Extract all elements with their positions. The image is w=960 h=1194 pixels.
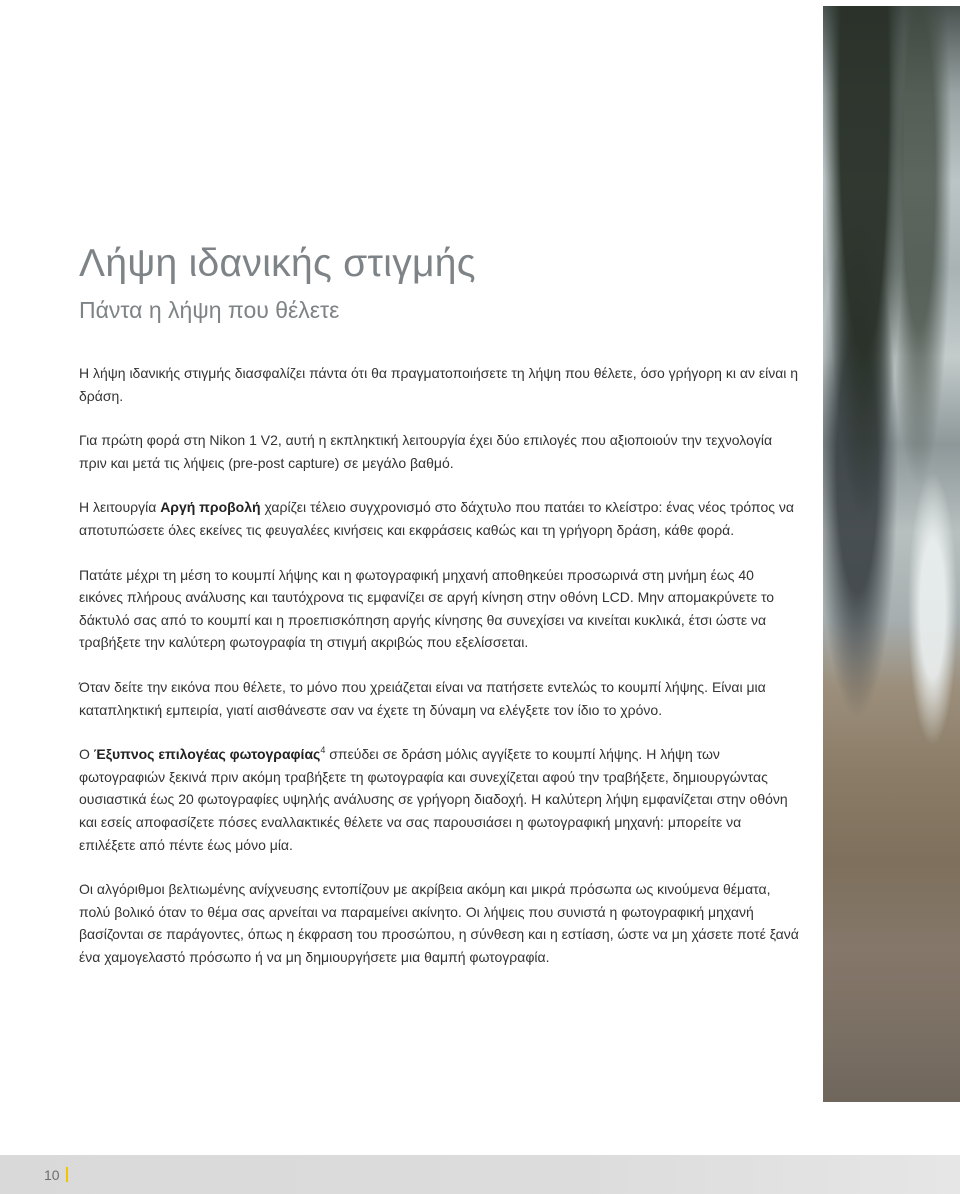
footer-bar xyxy=(0,1155,960,1194)
paragraph-smart-selector xyxy=(79,743,799,856)
page-subtitle: Πάντα η λήψη που θέλετε xyxy=(79,297,340,323)
page-number: 10 xyxy=(44,1167,60,1183)
slow-view-term: Αργή προβολή xyxy=(160,499,261,516)
paragraph-smart-selector-lead: Ο xyxy=(79,746,94,763)
paragraph-half-press: Πατάτε μέχρι τη μέση το κουμπί λήψης και η φωτογραφική μηχανή αποθηκεύει προσωρινά στη μνήμη έως 40 εικόνες πλήρους ανάλυσης και ταυτόχρονα τις εμφανίζει σε αργή κίνηση στην οθόνη LCD. Μην απομακρύνετε το δάκτυλό σας από το κουμπί και η προεπισκόπηση αργής κίνησης θα συνεχίσει να κινείται κυκλικά, έτσι ώστε να τραβήξετε την καλύτερη φωτογραφία τη στιγμή ακριβώς που εξελίσσεται. xyxy=(79,566,775,651)
smart-selector-term: Έξυπνος επιλογέας φωτογραφίας xyxy=(93,746,321,763)
article xyxy=(79,238,799,968)
page-number-accent xyxy=(66,1167,68,1182)
paragraph-slow-view-text: χαρίζει τέλειο συγχρονισμό στο δάχτυλο που πατάει το κλείστρο: ένας νέος τρόπος να αποτυπώσετε όλες εκείνες τις φευγαλέες κινήσεις και εκφράσεις καθώς και τη γρήγορη δράση, κάθε φορά. xyxy=(79,499,794,538)
footnote-marker: 4 xyxy=(320,745,326,756)
paragraph-slow-view xyxy=(79,496,799,541)
page-title: Λήψη ιδανικής στιγμής xyxy=(79,242,476,285)
paragraph-smart-selector-text: σπεύδει σε δράση μόλις αγγίξετε το κουμπί λήψης. Η λήψη των φωτογραφιών ξεκινά πριν ακόμη τραβήξετε τη φωτογραφία και συνεχίζεται αφού την τραβήξετε, δημιουργώντας ουσιαστικά έως 20 φωτογραφίες υψηλής ανάλυσης σε γρήγορη διαδοχή. Η καλύτερη λήψη εμφανίζεται στην οθόνη και εσείς αποφασίζετε πόσες εναλλακτικές θέλετε να σας παρουσιάσει η φωτογραφική μηχανή: μπορείτε να επιλέξετε από πέντε έως μόνο μία. xyxy=(79,746,788,853)
paragraph-slow-view-lead: Η λειτουργία xyxy=(79,499,161,516)
paragraph-full-press: Όταν δείτε την εικόνα που θέλετε, το μόνο που χρειάζεται είναι να πατήσετε εντελώς το κουμπί λήψης. Είναι μια καταπληκτική εμπειρία, γιατί αισθάνεστε σαν να έχετε τη δύναμη να ελέγξετε τον ίδιο το χρόνο. xyxy=(79,678,766,718)
paragraph-nikon-v2: Για πρώτη φορά στη Nikon 1 V2, αυτή η εκπληκτική λειτουργία έχει δύο επιλογές που αξιοποιούν την τεχνολογία πριν και μετά τις λήψεις (pre-post capture) σε μεγάλο βαθμό. xyxy=(79,432,773,471)
decorative-photo xyxy=(823,6,960,1102)
paragraph-face-detection: Οι αλγόριθμοι βελτιωμένης ανίχνευσης εντοπίζουν με ακρίβεια ακόμη και μικρά πρόσωπα ως κινούμενα θέματα, πολύ βολικό όταν το θέμα σας αρνείται να παραμείνει ακίνητο. Οι λήψεις που συνιστά η φωτογραφική μηχανή βασίζονται σε παράγοντες, όπως η έκφραση του προσώπου, η σύνθεση και η εστίαση, ώστε να μη χάσετε ποτέ ξανά ένα χαμογελαστό πρόσωπο ή να μη δημιουργήσετε μια θαμπή φωτογραφία. xyxy=(79,881,799,965)
paragraph-intro: Η λήψη ιδανικής στιγμής διασφαλίζει πάντα ότι θα πραγματοποιήσετε τη λήψη που θέλετε, όσο γρήγορη κι αν είναι η δράση. xyxy=(79,365,799,404)
